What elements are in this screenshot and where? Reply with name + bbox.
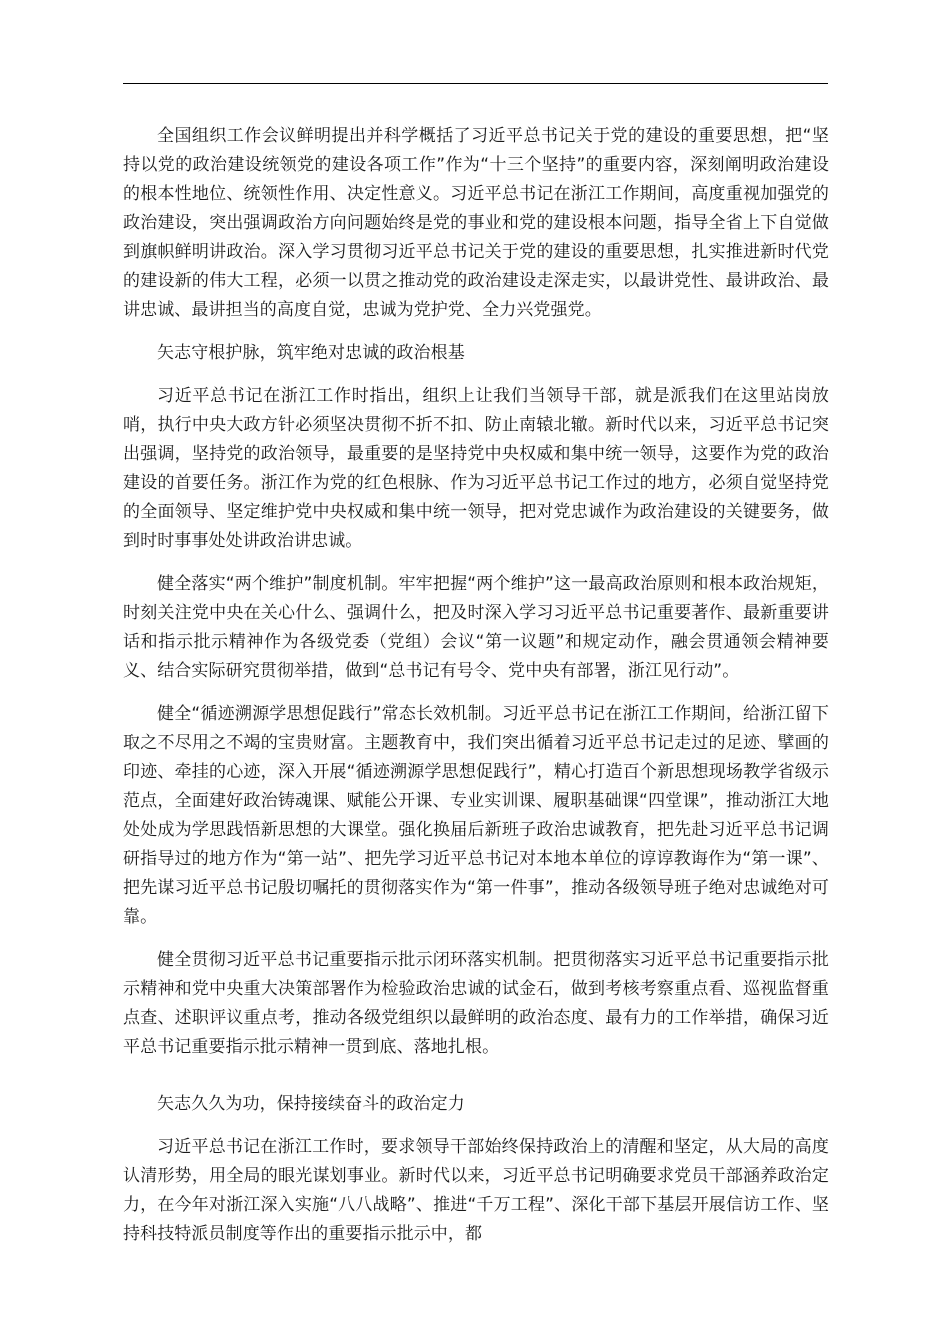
section-heading-2: 矢志久久为功，保持接续奋斗的政治定力 — [157, 1094, 465, 1114]
document-body — [123, 122, 829, 1249]
section-1-paragraph-2: 健全落实“两个维护”制度机制。牢牢把握“两个维护”这一最高政治原则和根本政治规矩，时刻关注党中央在关心什么、强调什么，把及时深入学习习近平总书记重要著作、最新重要讲话和指示批示精神作为各级党委（党组）会议“第一议题”和规定动作，融会贯通领会精神要义、结合实际研究贯彻举措，做到“总书记有号令、党中央有部署，浙江见行动”。 — [123, 574, 829, 681]
section-heading-1: 矢志守根护脉，筑牢绝对忠诚的政治根基 — [157, 343, 465, 363]
intro-paragraph: 全国组织工作会议鲜明提出并科学概括了习近平总书记关于党的建设的重要思想，把“坚持以党的政治建设统领党的建设各项工作”作为“十三个坚持”的重要内容，深刻阐明政治建设的根本性地位、统领性作用、决定性意义。习近平总书记在浙江工作期间，高度重视加强党的政治建设，突出强调政治方向问题始终是党的事业和党的建设根本问题，指导全省上下自觉做到旗帜鲜明讲政治。深入学习贯彻习近平总书记关于党的建设的重要思想，扎实推进新时代党的建设新的伟大工程，必须一以贯之推动党的政治建设走深走实，以最讲党性、最讲政治、最讲忠诚、最讲担当的高度自觉，忠诚为党护党、全力兴党强党。 — [123, 126, 829, 320]
section-1-paragraph-3: 健全“循迹溯源学思想促践行”常态长效机制。习近平总书记在浙江工作期间，给浙江留下取之不尽用之不竭的宝贵财富。主题教育中，我们突出循着习近平总书记走过的足迹、擘画的印迹、牵挂的心迹，深入开展“循迹溯源学思想促践行”，精心打造百个新思想现场教学省级示范点，全面建好政治铸魂课、赋能公开课、专业实训课、履职基础课“四堂课”，推动浙江大地处处成为学思践悟新思想的大课堂。强化换届后新班子政治忠诚教育，把先赴习近平总书记调研指导过的地方作为“第一站”、把先学习近平总书记对本地本单位的谆谆教诲作为“第一课”、把先谋习近平总书记殷切嘱托的贯彻落实作为“第一件事”，推动各级领导班子绝对忠诚绝对可靠。 — [123, 704, 829, 927]
section-2-paragraph-1: 习近平总书记在浙江工作时，要求领导干部始终保持政治上的清醒和坚定，从大局的高度认清形势，用全局的眼光谋划事业。新时代以来，习近平总书记明确要求党员干部涵养政治定力，在今年对浙江深入实施“八八战略”、推进“千万工程”、深化干部下基层开展信访工作、坚持科技特派员制度等作出的重要指示批示中，都 — [123, 1137, 829, 1244]
header-divider — [123, 83, 828, 84]
section-1-paragraph-4: 健全贯彻习近平总书记重要指示批示闭环落实机制。把贯彻落实习近平总书记重要指示批示精神和党中央重大决策部署作为检验政治忠诚的试金石，做到考核考察重点看、巡视监督重点查、述职评议重点考，推动各级党组织以最鲜明的政治态度、最有力的工作举措，确保习近平总书记重要指示批示精神一贯到底、落地扎根。 — [123, 950, 829, 1057]
section-1-paragraph-1: 习近平总书记在浙江工作时指出，组织上让我们当领导干部，就是派我们在这里站岗放哨，执行中央大政方针必须坚决贯彻不折不扣、防止南辕北辙。新时代以来，习近平总书记突出强调，坚持党的政治领导，最重要的是坚持党中央权威和集中统一领导，这要作为党的政治建设的首要任务。浙江作为党的红色根脉、作为习近平总书记工作过的地方，必须自觉坚持党的全面领导、坚定维护党中央权威和集中统一领导，把对党忠诚作为政治建设的关键要务，做到时时事事处处讲政治讲忠诚。 — [123, 386, 829, 551]
